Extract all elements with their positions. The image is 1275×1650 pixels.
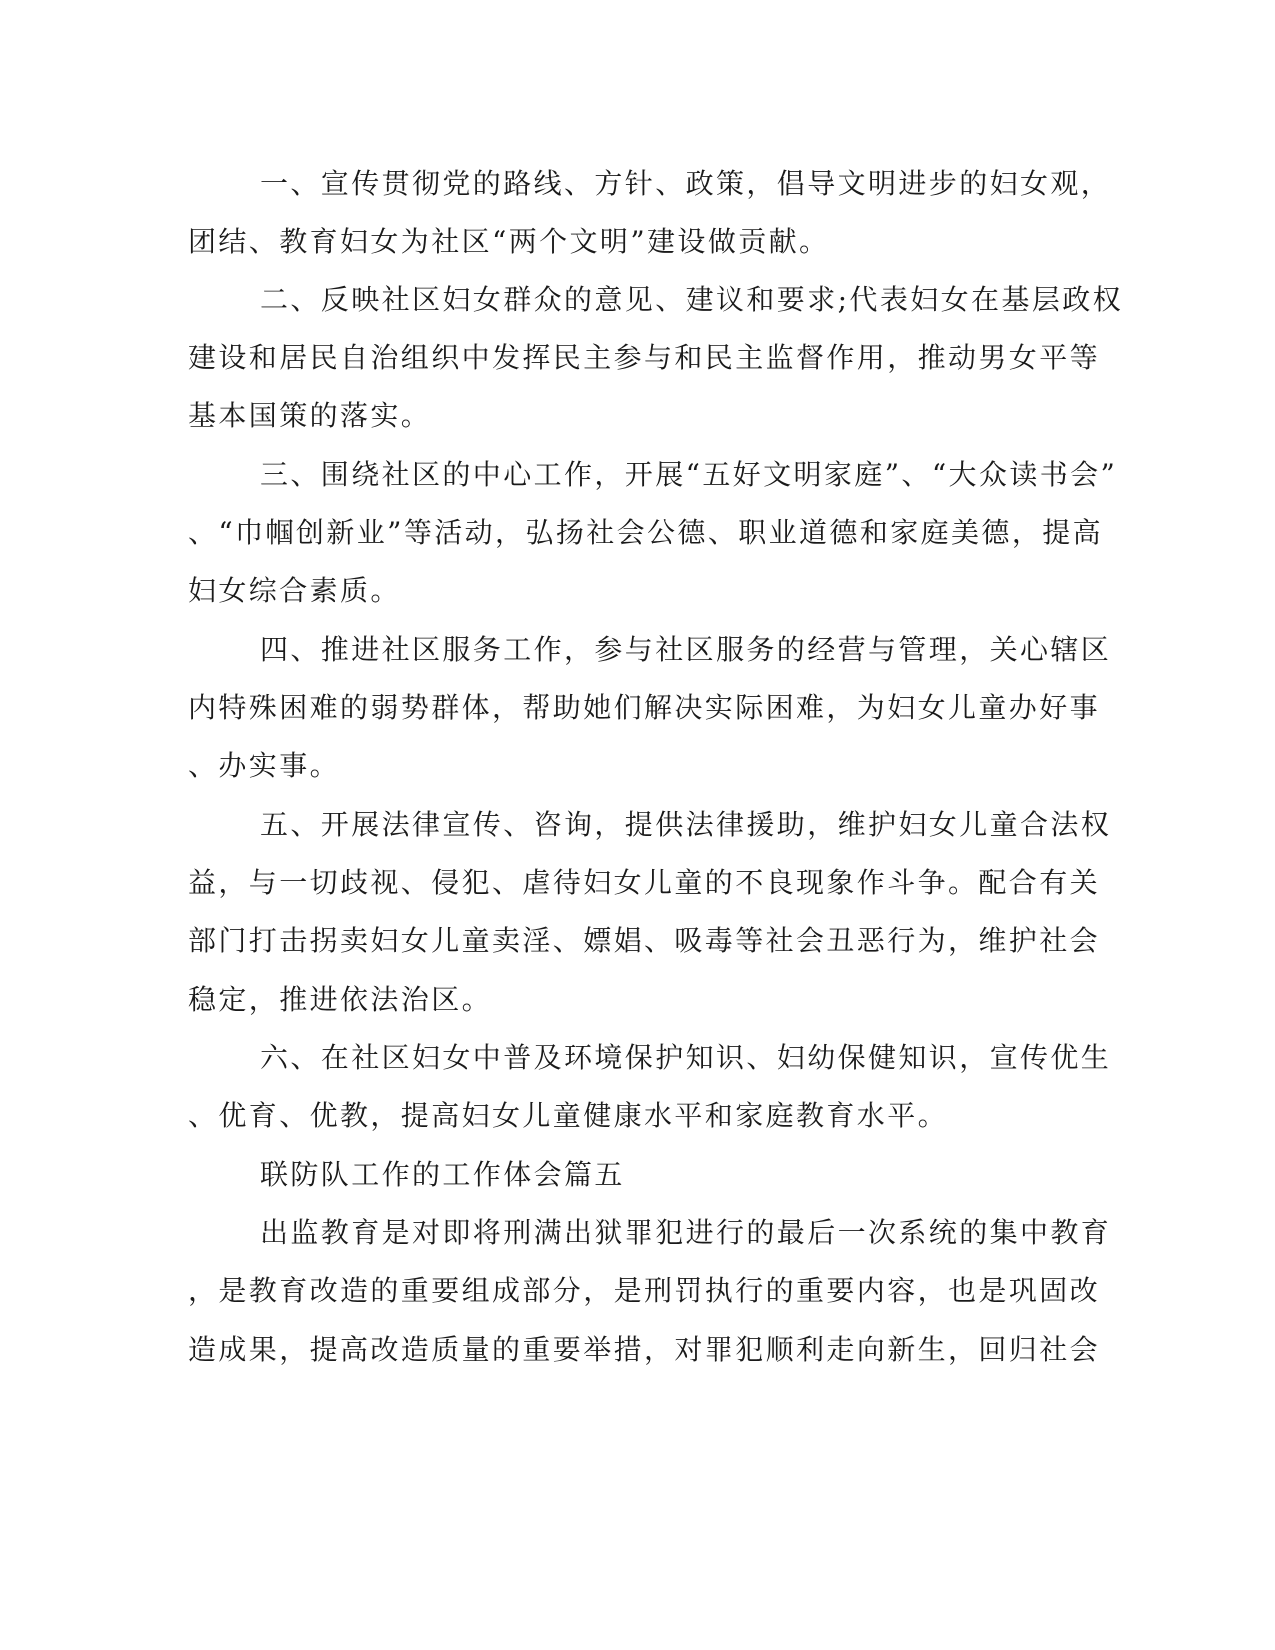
paragraph-2-line-2: 建设和居民自治组织中发挥民主参与和民主监督作用，推动男女平等 <box>188 341 1101 374</box>
paragraph-3-line-2: 、“巾帼创新业”等活动，弘扬社会公德、职业道德和家庭美德，提高 <box>188 516 1104 549</box>
paragraph-2-line-1: 二、反映社区妇女群众的意见、建议和要求;代表妇女在基层政权 <box>260 283 1124 316</box>
paragraph-4-line-3: 、办实事。 <box>188 749 341 782</box>
paragraph-5-line-2: 益，与一切歧视、侵犯、虐待妇女儿童的不良现象作斗争。配合有关 <box>188 866 1101 899</box>
section-heading: 联防队工作的工作体会篇五 <box>260 1158 625 1191</box>
paragraph-5-line-3: 部门打击拐卖妇女儿童卖淫、嫖娼、吸毒等社会丑恶行为，维护社会 <box>188 924 1101 957</box>
paragraph-2-line-3: 基本国策的落实。 <box>188 399 432 432</box>
paragraph-4-line-2: 内特殊困难的弱势群体，帮助她们解决实际困难，为妇女儿童办好事 <box>188 691 1101 724</box>
paragraph-6-line-1: 六、在社区妇女中普及环境保护知识、妇幼保健知识，宣传优生 <box>260 1041 1112 1074</box>
paragraph-3-line-3: 妇女综合素质。 <box>188 574 401 607</box>
paragraph-6-line-2: 、优育、优教，提高妇女儿童健康水平和家庭教育水平。 <box>188 1099 949 1132</box>
paragraph-5-line-4: 稳定，推进依法治区。 <box>188 983 493 1016</box>
paragraph-4-line-1: 四、推进社区服务工作，参与社区服务的经营与管理，关心辖区 <box>260 633 1112 666</box>
paragraph-7-line-2: ，是教育改造的重要组成部分，是刑罚执行的重要内容，也是巩固改 <box>188 1274 1101 1307</box>
paragraph-7-line-1: 出监教育是对即将刑满出狱罪犯进行的最后一次系统的集中教育 <box>260 1216 1112 1249</box>
paragraph-1-line-2: 团结、教育妇女为社区“两个文明”建设做贡献。 <box>188 225 830 258</box>
paragraph-5-line-1: 五、开展法律宣传、咨询，提供法律援助，维护妇女儿童合法权 <box>260 808 1112 841</box>
paragraph-7-line-3: 造成果，提高改造质量的重要举措，对罪犯顺利走向新生，回归社会 <box>188 1333 1101 1366</box>
paragraph-3-line-1: 三、围绕社区的中心工作，开展“五好文明家庭”、“大众读书会” <box>260 458 1118 491</box>
paragraph-1-line-1: 一、宣传贯彻党的路线、方针、政策，倡导文明进步的妇女观， <box>260 167 1112 200</box>
